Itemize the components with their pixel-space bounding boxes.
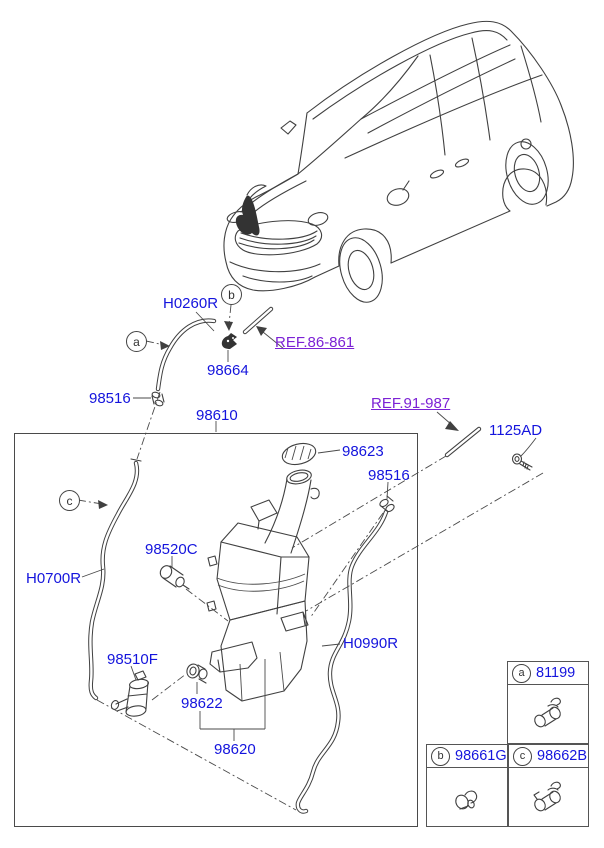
part-label-1125ad[interactable]: 1125AD bbox=[489, 422, 543, 439]
legend-callout-a: a bbox=[512, 664, 531, 683]
part-label-h0260r[interactable]: H0260R bbox=[163, 295, 219, 312]
nozzle-tube-ref91 bbox=[447, 429, 479, 455]
part-label-98610[interactable]: 98610 bbox=[196, 407, 238, 424]
hose-h0260r bbox=[158, 321, 214, 389]
part-label-98623[interactable]: 98623 bbox=[342, 443, 384, 460]
bolt-1125ad bbox=[513, 454, 533, 470]
part-label-98622[interactable]: 98622 bbox=[181, 695, 223, 712]
legend-part-98661g[interactable]: 98661G bbox=[455, 748, 507, 764]
clip-icon-98662b bbox=[529, 777, 569, 817]
legend-cell-c bbox=[508, 744, 589, 827]
legend-cell-b bbox=[426, 744, 508, 827]
clip-icon-98661g bbox=[447, 777, 487, 817]
clip-icon-81199 bbox=[528, 694, 568, 734]
part-label-98664[interactable]: 98664 bbox=[207, 362, 249, 379]
car-illustration bbox=[224, 21, 573, 307]
legend-callout-c: c bbox=[513, 747, 532, 766]
ref-link-91-987[interactable]: REF.91-987 bbox=[371, 395, 451, 412]
callout-c: c bbox=[59, 490, 80, 511]
legend-cell-a bbox=[507, 661, 589, 744]
legend-part-98662b[interactable]: 98662B bbox=[537, 748, 587, 764]
legend-callout-b: b bbox=[431, 747, 450, 766]
grommet-98516-upper bbox=[151, 391, 164, 406]
part-label-h0700r[interactable]: H0700R bbox=[26, 570, 82, 587]
part-label-98516-lower[interactable]: 98516 bbox=[368, 467, 410, 484]
part-label-98510f[interactable]: 98510F bbox=[107, 651, 158, 668]
part-label-98520c[interactable]: 98520C bbox=[145, 541, 198, 558]
nozzle-tube-ref86 bbox=[245, 309, 271, 332]
legend-part-81199[interactable]: 81199 bbox=[536, 665, 576, 681]
connector-98664 bbox=[222, 333, 237, 349]
part-label-h0990r[interactable]: H0990R bbox=[343, 635, 399, 652]
ref-link-86-861[interactable]: REF.86-861 bbox=[275, 334, 355, 351]
callout-b: b bbox=[221, 284, 242, 305]
part-label-98516-upper[interactable]: 98516 bbox=[89, 390, 131, 407]
callout-a: a bbox=[126, 331, 147, 352]
part-label-98620[interactable]: 98620 bbox=[214, 741, 256, 758]
